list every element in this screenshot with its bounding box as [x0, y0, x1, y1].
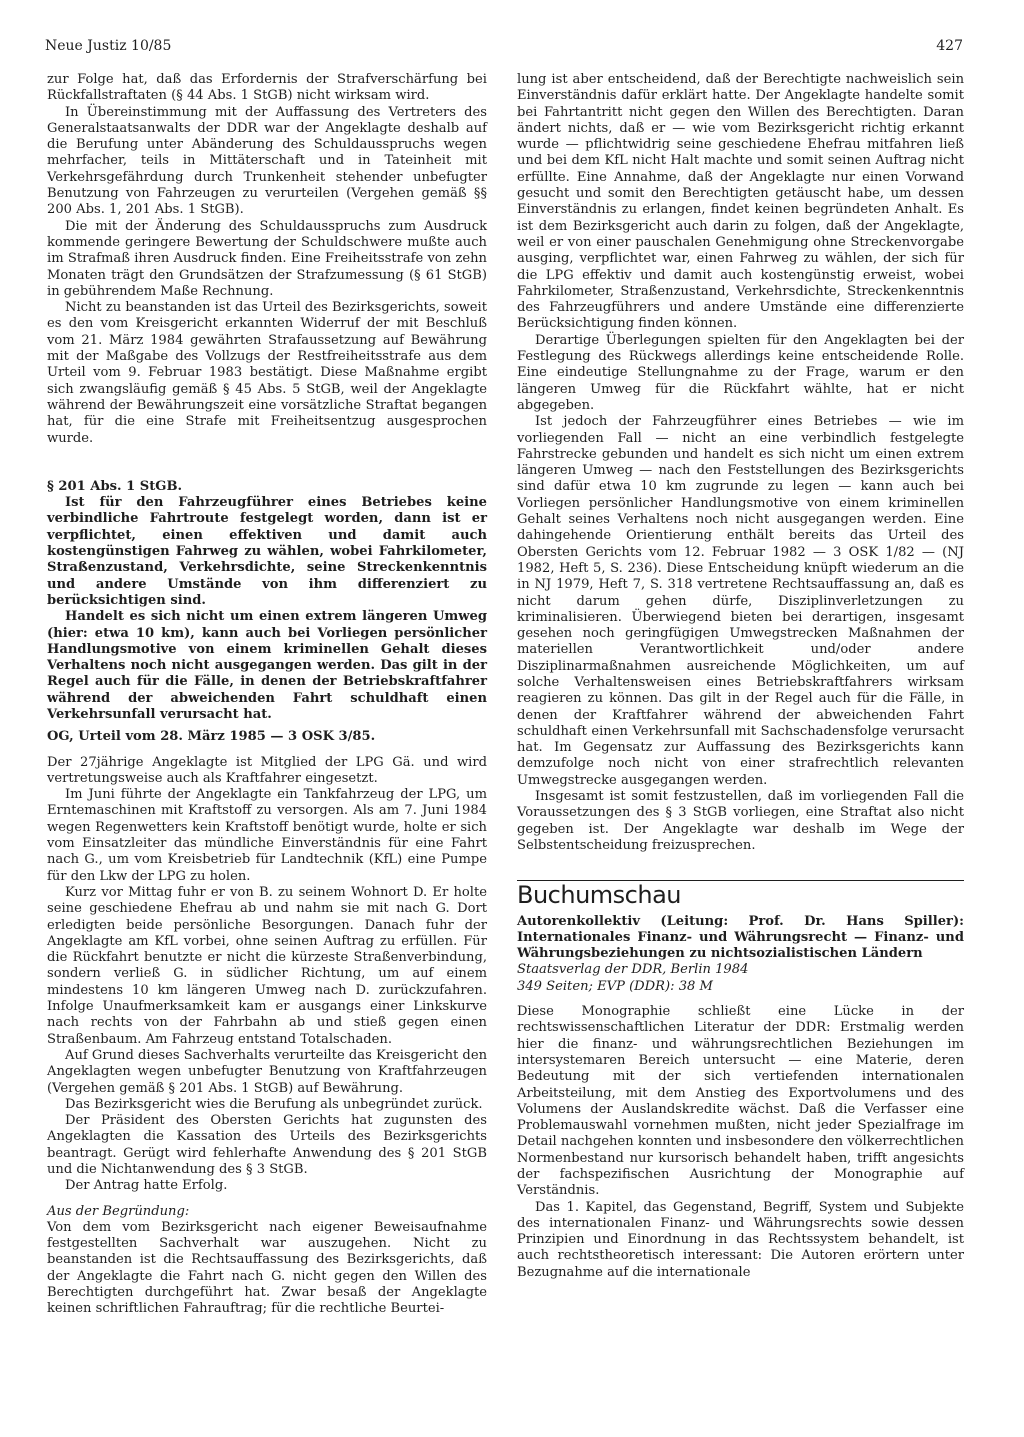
review-paragraph: Diese Monographie schließt eine Lücke in der rechtswissenschaftlichen Literatur der DDR: Erstmalig werden hier die finanz- und währungsrechtlichen Beziehungen im intersystemaren Bereich untersucht — eine Materie, deren Bedeutung mit der sich vertiefenden internationalen Arbeitsteilung, mit dem Anstieg des Exportvolumens und des Volumens der Auslandskredite wächst. Daß die Verfasser eine Problemauswahl vornehmen mußten, nicht jeder Spezialfrage im Detail nachgehen konnten und insbesondere den völkerrechtlichen Normenbestand nur kursorisch behandelt haben, trifft angesichts der fachspezifischen Ausrichtung der Monographie auf Verständnis. — [517, 1004, 964, 1199]
paragraph: Von dem vom Bezirksgericht nach eigener Beweisaufnahme festgestellten Sachverhalt war auszugehen. Nicht zu beanstanden ist die Rechtsauffassung des Bezirksgerichts, daß der Angeklagte die Fahrt nach G. nicht gegen den Willen des Berechtigten durchgeführt hat. Zwar besaß der Angeklagte keinen schriftlichen Fahrauftrag; für die rechtliche Beurtei- — [47, 1219, 487, 1317]
paragraph: Im Juni führte der Angeklagte ein Tankfahrzeug der LPG, um Erntemaschinen mit Kraftstoff zu versorgen. Als am 7. Juni 1984 wegen Regenwetters kein Kraftstoff benötigt wurde, holte er sich vom Einsatzleiter das mündliche Einverständnis für eine Fahrt nach G., um vom Kreisbetrieb für Landtechnik (KfL) eine Pumpe für den Lkw der LPG zu holen. — [47, 787, 487, 884]
paragraph: Die mit der Änderung des Schuldausspruchs zum Ausdruck kommende geringere Bewertung der Schuldschwere mußte auch im Strafmaß ihren Ausdruck finden. Eine Freiheitsstrafe von zehn Monaten trägt den Grundsätzen der Strafzumessung (§ 61 StGB) in gebührendem Maße Rechnung. — [47, 218, 487, 299]
paragraph: Nicht zu beanstanden ist das Urteil des Bezirksgerichts, soweit es den vom Kreisgericht erkannten Widerruf der mit Beschluß vom 21. März 1984 gewährten Strafaussetzung auf Bewährung mit der Maßgabe des Vollzugs der Restfreiheitsstrafe aus dem Urteil vom 9. Februar 1983 bestätigt. Diese Maßnahme ergibt sich zwangsläufig gemäß § 45 Abs. 5 StGB, weil der Angeklagte während der Bewährungszeit eine vorsätzliche Straftat begangen hat, für die eine Strafe mit Freiheitsentzug ausgesprochen wurde. — [47, 300, 487, 446]
court-citation: OG, Urteil vom 28. März 1985 — 3 OSK 3/85. — [47, 729, 376, 745]
paragraph: lung ist aber entscheidend, daß der Berechtigte nachweislich sein Einverständnis dafür erklärt hatte. Der Angeklagte handelte somit bei Fahrtantritt nicht gegen den Willen des Berechtigten. Daran ändert nichts, daß er — wie vom Bezirksgericht richtig erkannt wurde — pflichtwidrig seine geschiedene Ehefrau mitfahren ließ und bei dem KfL nicht Halt machte und somit seinen Auftrag nicht erfüllte. Eine Annahme, daß der Angeklagte nur einen Vorwand gesucht und somit den Berechtigten getäuscht habe, um dessen Einverständnis zu erlangen, findet keinen begründeten Anhalt. Es ist dem Bezirksgericht auch darin zu folgen, daß der Angeklagte, weil er von einer pauschalen Genehmigung ohne Streckenvorgabe ausging, verpflichtet war, einen Fahrweg zu wählen, der sich für die LPG effektiv und damit auch kostengünstig erweist, wobei Fahrkilometer, Straßenzustand, Verkehrsdichte, Streckenkenntnis des Fahrzeugführers und andere Umstände eine differenzierte Berücksichtigung finden können. — [517, 72, 964, 332]
journal-issue: Neue Justiz 10/85 — [45, 38, 172, 54]
review-paragraph: Das 1. Kapitel, das Gegenstand, Begriff, System und Subjekte des internationalen Finanz- und Währungsrechts sowie dessen Prinzipien und Einordnung in das Rechtssystem behandelt, ist auch rechtstheoretisch interessant: Die Autoren erörtern unter Bezugnahme auf die internationale — [517, 1199, 964, 1280]
legal-norm-heading: § 201 Abs. 1 StGB. — [47, 478, 183, 494]
paragraph: Kurz vor Mittag fuhr er von B. zu seinem Wohnort D. Er holte seine geschiedene Ehefrau ab und nahm sie mit nach G. Dort erledigten beide persönliche Besorgungen. Danach fuhr der Angeklagte am KfL vorbei, ohne seinen Auftrag zu erfüllen. Für die Rückfahrt benutzte er nicht die kürzeste Straßenverbindung, sondern verließ G. in südlicher Richtung, um auf einem mindestens 10 km längeren Umweg nach D. zurückzufahren. Infolge Unaufmerksamkeit kam er ausgangs einer Linkskurve nach rechts von der Fahrbahn ab und stieß gegen einen Straßenbaum. Am Fahrzeug entstand Totalschaden. — [47, 884, 487, 1047]
paragraph: In Übereinstimmung mit der Auffassung des Vertreters des Generalstaatsanwalts der DDR war der Angeklagte deshalb auf die Berufung unter Abänderung des Schuldausspruchs wegen mehrfacher, teils in Mittäterschaft und in Tateinheit mit Verkehrsgefährdung durch Trunkenheit stehender unbefugter Benutzung von Fahrzeugen zu verurteilen (Vergehen gemäß §§ 200 Abs. 1, 201 Abs. 1 StGB). — [47, 104, 487, 218]
book-publisher: Staatsverlag der DDR, Berlin 1984 — [517, 962, 749, 978]
book-title: Autorenkollektiv (Leitung: Prof. Dr. Hans Spiller): Internationales Finanz- und Währungsrecht — Finanz- und Währungsbeziehungen zu nichtsozialistischen Ländern — [517, 913, 964, 962]
paragraph: Der Präsident des Obersten Gerichts hat zugunsten des Angeklagten die Kassation des Urteils des Bezirksgerichts beantragt. Gerügt wird fehlerhafte Anwendung des § 201 StGB und die Nichtanwendung des § 3 StGB. — [47, 1113, 487, 1177]
right-column — [517, 72, 964, 1281]
spacer — [47, 746, 487, 755]
spacer — [517, 995, 964, 1004]
headnote-paragraph: Handelt es sich nicht um einen extrem längeren Umweg (hier: etwa 10 km), kann auch bei Vorliegen persönlicher Handlungsmotive von einem kriminellen Gehalt dieses Verhaltens noch nicht ausgegangen werden. Das gilt in der Regel auch für die Fälle, in denen der Betriebskraftfahrer während der abweichenden Fahrt schuldhaft einen Verkehrsunfall verursacht hat. — [47, 609, 487, 722]
reasons-heading: Aus der Begründung: — [47, 1203, 190, 1219]
paragraph: Ist jedoch der Fahrzeugführer eines Betriebes — wie im vorliegenden Fall — nicht an eine verbindlich festgelegte Fahrstrecke gebunden und handelt es sich nicht um einen extrem längeren Umweg — nach den Feststellungen des Bezirksgerichts sind dafür etwa 10 km zugrunde zu legen — kann auch bei Vorliegen persönlicher Handlungsmotive von einem kriminellen Gehalt seines Verhaltens noch nicht ausgegangen werden. Eine dahingehende Orientierung enthält bereits das Urteil des Obersten Gerichts vom 12. Februar 1982 — 3 OSK 1/82 — (NJ 1982, Heft 5, S. 236). Diese Entscheidung knüpft wiederum an die in NJ 1979, Heft 7, S. 318 vertretene Rechtsauffassung an, daß es nicht darum gehen dürfe, Disziplinverletzungen zu kriminalisieren. Überwiegend bieten bei derartigen, insgesamt gesehen noch geringfügigen Umwegstrecken Maßnahmen der materiellen Verantwortlichkeit und/oder andere Disziplinarmaßnahmen ausreichende Möglichkeiten, um auf solche Verhaltensweisen eines Betriebskraftfahrers wirksam reagieren zu können. Das gilt in der Regel auch für die Fälle, in denen der Kraftfahrer während der abweichenden Fahrt schuldhaft einen Verkehrsunfall mit Sachschadensfolge verursacht hat. Im Gegensatz zur Auffassung des Bezirksgerichts kann demzufolge noch nicht von einer strafrechtlich relevanten Umwegstrecke ausgegangen werden. — [517, 414, 964, 788]
headnote-paragraph: Ist für den Fahrzeugführer eines Betriebes keine verbindliche Fahrtroute festgelegt worden, dann ist er verpflichtet, einen effektiven und damit auch kostengünstigen Fahrweg zu wählen, wobei Fahrkilometer, Straßenzustand, Verkehrsdichte, seine Streckenkenntnis und andere Umstände von ihm differenziert zu berücksichtigen sind. — [47, 495, 487, 608]
page-header — [45, 38, 963, 58]
paragraph: Der Antrag hatte Erfolg. — [65, 1178, 228, 1194]
paragraph: Insgesamt ist somit festzustellen, daß im vorliegenden Fall die Voraussetzungen des § 3 StGB vorliegen, eine Straftat also nicht gegeben ist. Der Angeklagte war deshalb im Wege der Selbstentscheidung freizusprechen. — [517, 789, 964, 853]
page-number: 427 — [936, 38, 963, 54]
spacer — [47, 1195, 487, 1204]
section-title: Buchumschau — [517, 881, 681, 910]
paragraph: zur Folge hat, daß das Erfordernis der Strafverschärfung bei Rückfallstraftaten (§ 44 Abs. 1 StGB) nicht wirksam wird. — [47, 72, 487, 104]
left-column — [47, 72, 487, 1318]
paragraph: Auf Grund dieses Sachverhalts verurteilte das Kreisgericht den Angeklagten wegen unbefugter Benutzung von Kraftfahrzeugen (Vergehen gemäß § 201 Abs. 1 StGB) auf Bewährung. — [47, 1047, 487, 1096]
book-details: 349 Seiten; EVP (DDR): 38 M — [517, 978, 713, 994]
paragraph: Das Bezirksgericht wies die Berufung als unbegründet zurück. — [65, 1096, 483, 1112]
paragraph: Der 27jährige Angeklagte ist Mitglied der LPG Gä. und wird vertretungsweise auch als Kraftfahrer eingesetzt. — [47, 754, 487, 786]
headnote — [47, 495, 487, 723]
paragraph: Derartige Überlegungen spielten für den Angeklagten bei der Festlegung des Rückwegs allerdings keine entscheidende Rolle. Eine eindeutige Stellungnahme zu der Frage, warum er den längeren Umweg für die Rückfahrt wählte, hat er nicht abgegeben. — [517, 332, 964, 413]
spacer — [47, 447, 487, 479]
